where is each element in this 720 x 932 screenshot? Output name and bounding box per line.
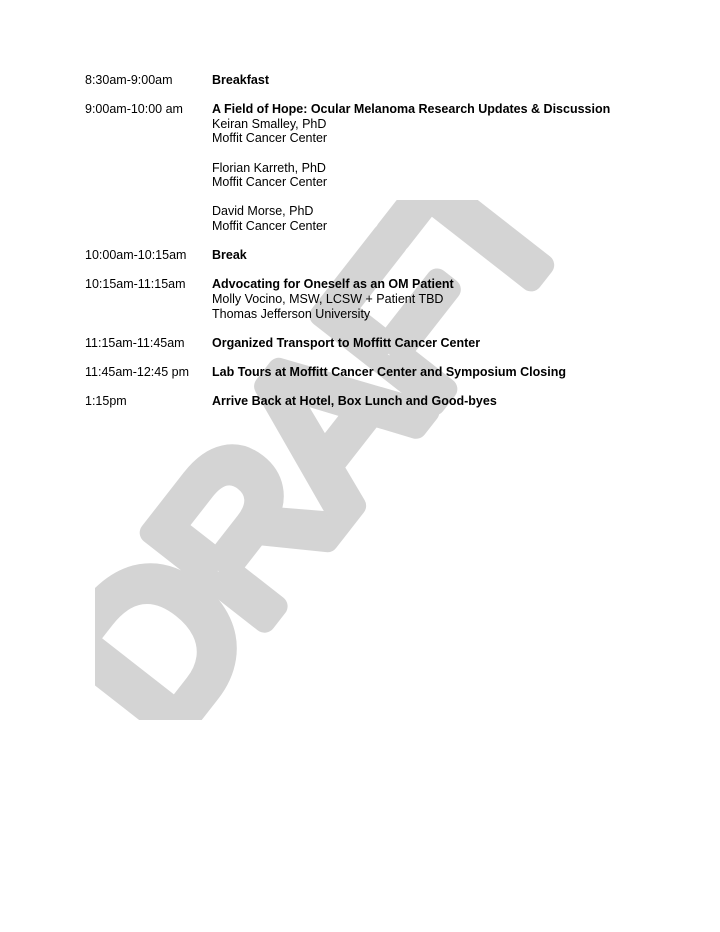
speaker-org: Thomas Jefferson University [212,306,371,321]
agenda-time: 10:00am-10:15am [85,248,187,263]
agenda-row-lab-tours [85,365,685,380]
agenda-row-research-updates [85,102,685,233]
speaker-group [212,117,685,146]
agenda-title: Organized Transport to Moffitt Cancer Center [212,335,481,350]
agenda-time: 11:15am-11:45am [85,335,185,350]
speaker-org: Moffit Cancer Center [212,218,328,233]
agenda-row-break [85,248,685,263]
agenda-content [212,102,685,233]
agenda-title: A Field of Hope: Ocular Melanoma Research Updates & Discussion [212,102,611,117]
speaker-name: Molly Vocino, MSW, LCSW + Patient TBD [212,291,444,306]
speaker-name: Keiran Smalley, PhD [212,116,327,131]
agenda-content [212,365,685,380]
agenda-time: 9:00am-10:00 am [85,102,183,117]
agenda-time: 10:15am-11:15am [85,277,186,292]
agenda-content [212,336,685,351]
draft-watermark-text: DRAFT [95,200,595,720]
agenda-title: Lab Tours at Moffitt Cancer Center and Symposium Closing [212,364,566,379]
agenda-title: Breakfast [212,73,269,87]
agenda-title: Arrive Back at Hotel, Box Lunch and Good-byes [212,394,497,409]
agenda-time: 11:45am-12:45 pm [85,364,189,379]
agenda-time: 8:30am-9:00am [85,73,173,87]
speaker-name: Florian Karreth, PhD [212,160,326,175]
speaker-group [212,161,685,190]
speaker-group [212,204,685,233]
agenda-row-advocating [85,277,685,321]
agenda-content [212,277,685,321]
agenda-row-arrive-back [85,394,685,409]
agenda-content [212,394,685,409]
agenda-row-transport [85,336,685,351]
agenda-time: 1:15pm [85,394,127,409]
speaker-org: Moffit Cancer Center [212,131,328,146]
speaker-name: David Morse, PhD [212,204,314,219]
agenda-title: Break [212,248,247,263]
agenda-row-breakfast [85,73,685,88]
agenda-title: Advocating for Oneself as an OM Patient [212,277,454,292]
agenda-content [212,73,685,88]
agenda-table [85,73,685,409]
agenda-content [212,248,685,263]
speaker-group [212,292,685,321]
speaker-org: Moffit Cancer Center [212,175,328,190]
